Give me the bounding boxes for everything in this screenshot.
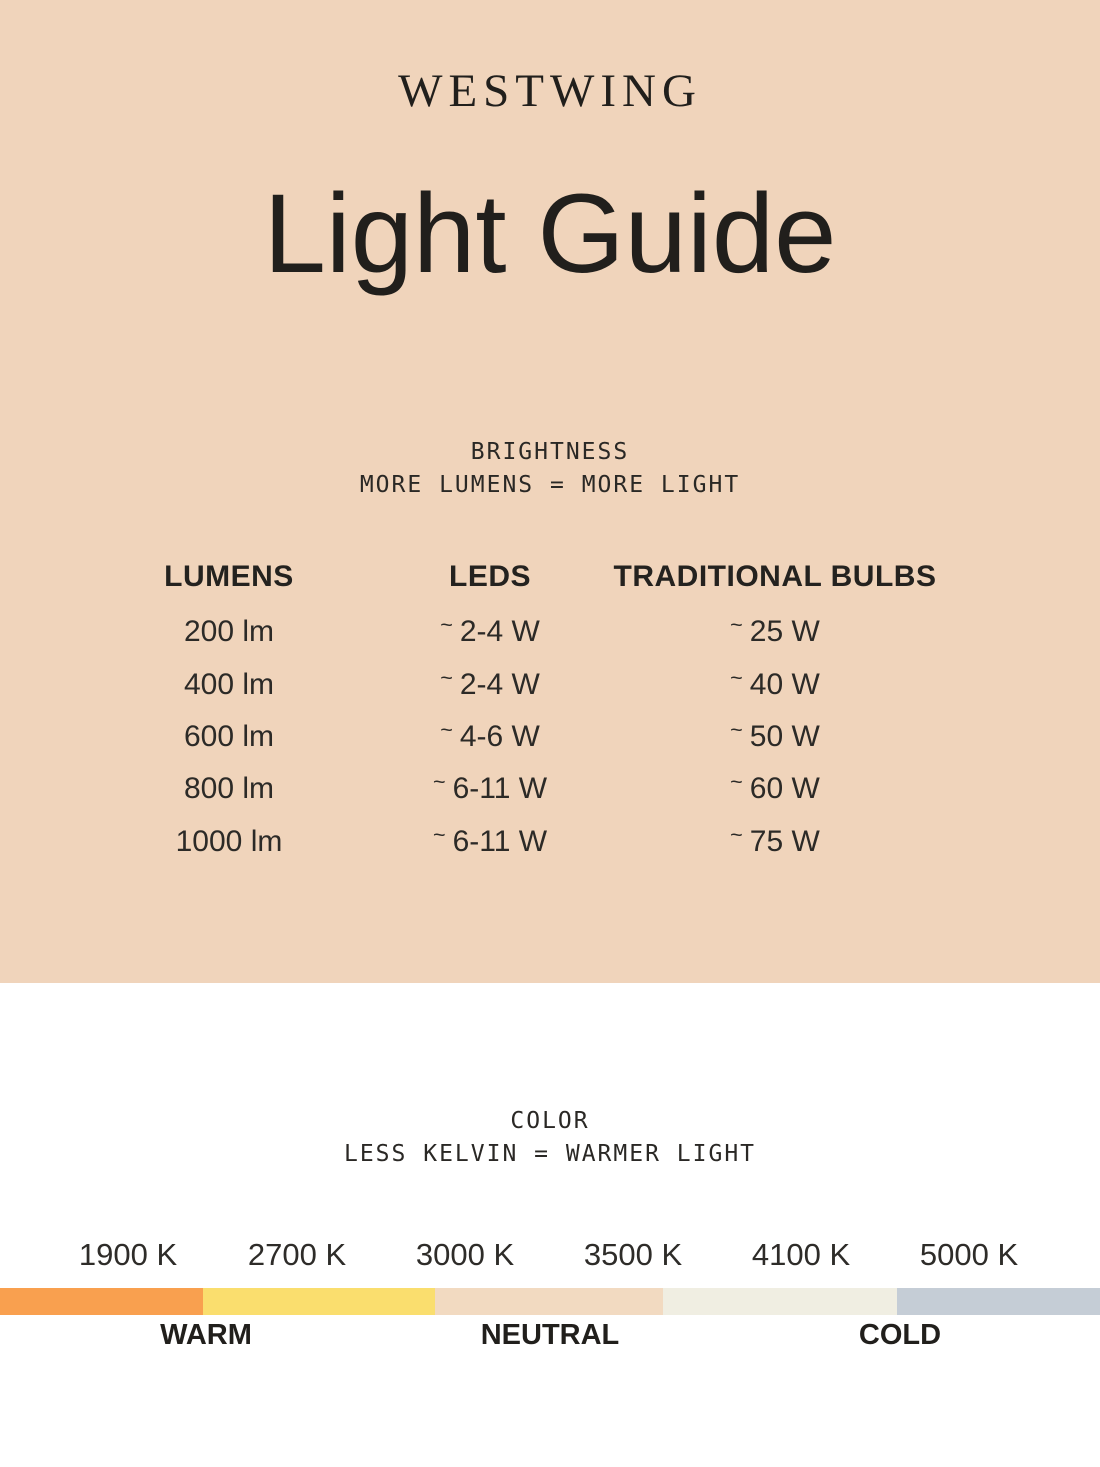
bulb-watts-value xyxy=(730,612,820,649)
scale-segment-cold-blue xyxy=(897,1288,1100,1315)
lumens-value: 200 lm xyxy=(183,615,275,649)
color-panel xyxy=(0,983,1100,1467)
led-watts-text: 4-6 W xyxy=(459,719,540,753)
table-row xyxy=(0,763,1100,815)
scale-segment-warm-orange xyxy=(0,1288,203,1315)
kelvin-label: 5000 K xyxy=(919,1237,1019,1272)
column-header-traditional-bulbs: TRADITIONAL BULBS xyxy=(613,560,937,593)
approx-symbol: ~ xyxy=(432,821,446,847)
led-watts-text: 6-11 W xyxy=(452,824,548,858)
brightness-heading: BRIGHTNESS xyxy=(470,439,630,465)
bulb-watts-value xyxy=(730,821,820,859)
brightness-subheading: MORE LUMENS = MORE LIGHT xyxy=(359,472,741,498)
bulb-watts-value xyxy=(730,769,820,806)
table-row xyxy=(0,658,1100,710)
led-watts-value xyxy=(432,821,548,859)
bulb-watts-value xyxy=(730,664,820,702)
column-header-leds: LEDS xyxy=(449,560,532,593)
approx-symbol: ~ xyxy=(730,664,743,690)
brightness-heading-block xyxy=(0,436,1100,502)
approx-symbol: ~ xyxy=(440,612,453,638)
temperature-labels-row xyxy=(0,1319,1100,1359)
color-temperature-scale xyxy=(0,1288,1100,1315)
color-heading-block xyxy=(0,1105,1100,1171)
kelvin-label: 3000 K xyxy=(415,1237,515,1272)
column-header-lumens: LUMENS xyxy=(164,560,294,593)
approx-symbol: ~ xyxy=(432,769,446,795)
kelvin-label: 3500 K xyxy=(583,1237,683,1272)
color-subheading: LESS KELVIN = WARMER LIGHT xyxy=(343,1141,757,1167)
led-watts-value xyxy=(440,612,540,649)
approx-symbol: ~ xyxy=(730,769,743,795)
led-watts-value xyxy=(432,769,548,806)
led-watts-value xyxy=(440,664,540,702)
table-row xyxy=(0,711,1100,763)
color-heading: COLOR xyxy=(510,1108,590,1134)
bulb-watts-text: 60 W xyxy=(749,772,820,806)
bulb-watts-text: 50 W xyxy=(749,719,820,753)
approx-symbol: ~ xyxy=(730,612,743,638)
table-row xyxy=(0,606,1100,658)
table-row xyxy=(0,816,1100,868)
table-header-row xyxy=(0,554,1100,600)
bulb-watts-text: 40 W xyxy=(749,667,820,701)
scale-segment-neutral-cream xyxy=(663,1288,897,1315)
led-watts-text: 2-4 W xyxy=(459,667,540,701)
lumens-value: 1000 lm xyxy=(175,824,283,858)
led-watts-value xyxy=(440,716,540,754)
lumens-value: 600 lm xyxy=(183,719,275,753)
page-title: Light Guide xyxy=(263,171,837,296)
table-body xyxy=(0,606,1100,868)
scale-segment-warm-yellow xyxy=(203,1288,435,1315)
bulb-watts-value xyxy=(730,716,820,754)
approx-symbol: ~ xyxy=(440,716,453,742)
led-watts-text: 2-4 W xyxy=(459,615,540,649)
kelvin-label: 2700 K xyxy=(247,1237,347,1272)
bulb-watts-text: 25 W xyxy=(749,615,820,649)
approx-symbol: ~ xyxy=(730,716,743,742)
approx-symbol: ~ xyxy=(730,821,743,847)
scale-segment-neutral-beige xyxy=(435,1288,663,1315)
led-watts-text: 6-11 W xyxy=(452,772,548,806)
temperature-label-cold: COLD xyxy=(858,1319,942,1351)
approx-symbol: ~ xyxy=(440,664,453,690)
lumens-value: 800 lm xyxy=(183,772,275,806)
kelvin-labels-row xyxy=(0,1237,1100,1277)
kelvin-label: 4100 K xyxy=(751,1237,851,1272)
temperature-label-warm: WARM xyxy=(160,1319,252,1351)
lumens-value: 400 lm xyxy=(183,667,275,701)
temperature-label-neutral: NEUTRAL xyxy=(480,1319,620,1351)
brand-logo: WESTWING xyxy=(398,65,702,117)
bulb-watts-text: 75 W xyxy=(749,824,820,858)
kelvin-label: 1900 K xyxy=(78,1237,178,1272)
lumens-table xyxy=(0,554,1100,868)
